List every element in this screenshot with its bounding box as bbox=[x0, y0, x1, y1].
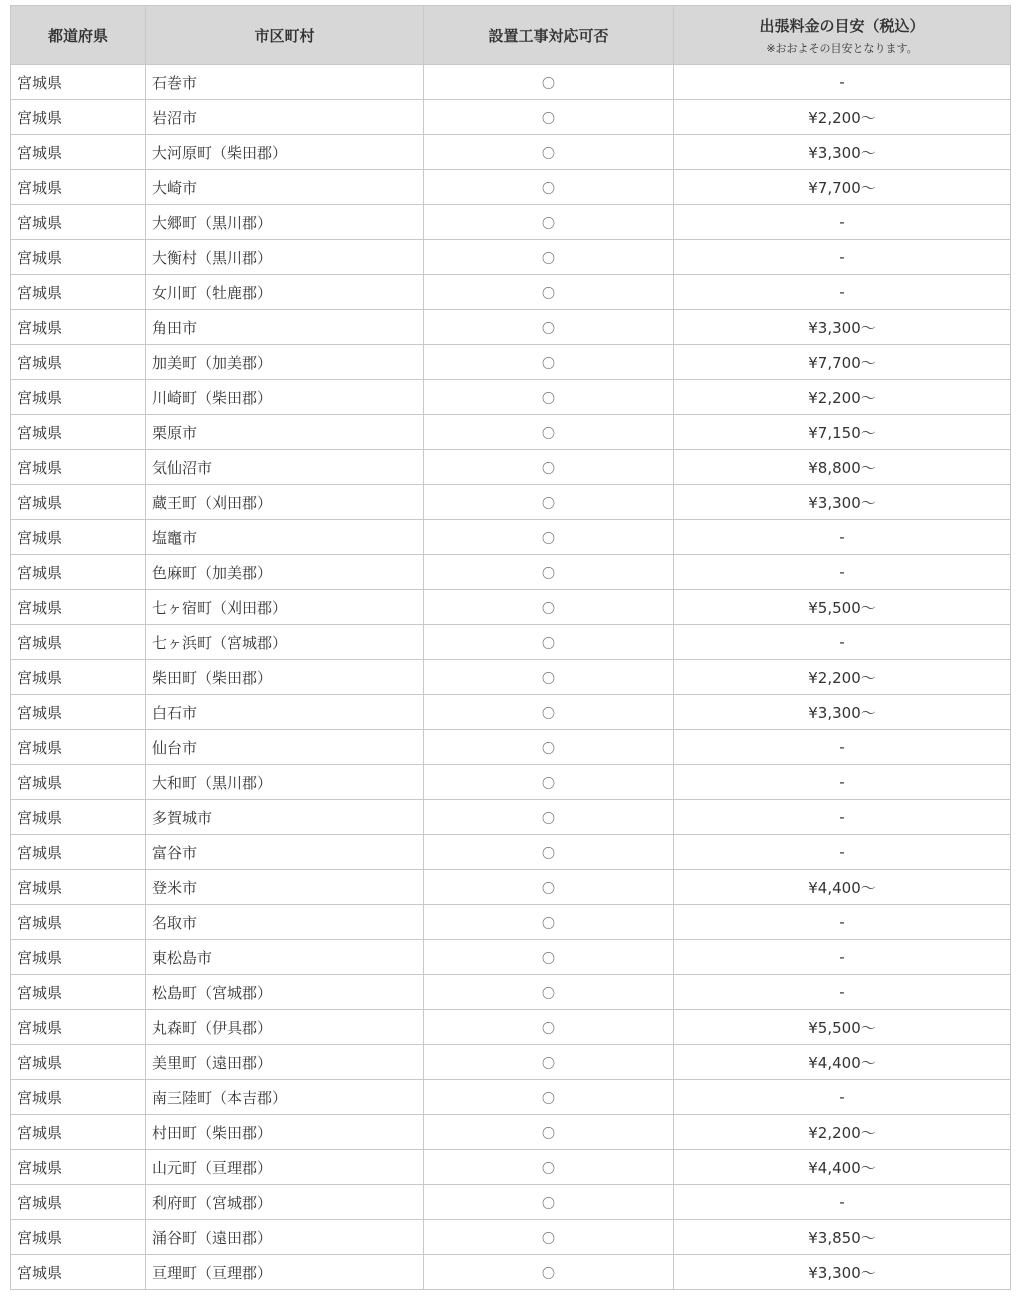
installation-cell bbox=[424, 345, 674, 380]
fee-cell: - bbox=[674, 975, 1011, 1010]
table-row bbox=[11, 1115, 1011, 1150]
installation-available-mark: 〇 bbox=[541, 111, 555, 127]
installation-cell bbox=[424, 835, 674, 870]
table-row bbox=[11, 1150, 1011, 1185]
installation-cell bbox=[424, 205, 674, 240]
table-row bbox=[11, 1220, 1011, 1255]
municipality-cell: 川崎町（柴田郡） bbox=[146, 380, 424, 415]
fee-cell: - bbox=[674, 205, 1011, 240]
installation-available-mark: 〇 bbox=[541, 1056, 555, 1072]
prefecture-cell: 宮城県 bbox=[11, 765, 146, 800]
table-row bbox=[11, 800, 1011, 835]
installation-available-mark: 〇 bbox=[541, 846, 555, 862]
installation-available-mark: 〇 bbox=[541, 391, 555, 407]
installation-available-mark: 〇 bbox=[541, 321, 555, 337]
prefecture-cell: 宮城県 bbox=[11, 380, 146, 415]
prefecture-cell: 宮城県 bbox=[11, 695, 146, 730]
prefecture-cell: 宮城県 bbox=[11, 275, 146, 310]
fee-cell: ¥5,500～ bbox=[674, 1010, 1011, 1045]
fee-cell: - bbox=[674, 520, 1011, 555]
header-municipality: 市区町村 bbox=[146, 6, 424, 65]
prefecture-cell: 宮城県 bbox=[11, 940, 146, 975]
prefecture-cell: 宮城県 bbox=[11, 975, 146, 1010]
installation-cell bbox=[424, 940, 674, 975]
table-row bbox=[11, 765, 1011, 800]
fee-cell: - bbox=[674, 730, 1011, 765]
municipality-cell: 色麻町（加美郡） bbox=[146, 555, 424, 590]
header-fee-label: 出張料金の目安（税込） bbox=[759, 16, 925, 35]
installation-cell bbox=[424, 1185, 674, 1220]
fee-cell: - bbox=[674, 800, 1011, 835]
table-row bbox=[11, 1010, 1011, 1045]
installation-cell bbox=[424, 800, 674, 835]
municipality-cell: 多賀城市 bbox=[146, 800, 424, 835]
installation-available-mark: 〇 bbox=[541, 1161, 555, 1177]
fee-cell: - bbox=[674, 835, 1011, 870]
fee-cell: ¥7,150～ bbox=[674, 415, 1011, 450]
installation-cell bbox=[424, 1010, 674, 1045]
installation-cell bbox=[424, 485, 674, 520]
installation-cell bbox=[424, 380, 674, 415]
prefecture-cell: 宮城県 bbox=[11, 450, 146, 485]
table-row bbox=[11, 695, 1011, 730]
municipality-cell: 南三陸町（本吉郡） bbox=[146, 1080, 424, 1115]
prefecture-cell: 宮城県 bbox=[11, 345, 146, 380]
fee-cell: ¥2,200～ bbox=[674, 100, 1011, 135]
prefecture-cell: 宮城県 bbox=[11, 660, 146, 695]
installation-available-mark: 〇 bbox=[541, 1091, 555, 1107]
installation-cell bbox=[424, 415, 674, 450]
fee-cell: - bbox=[674, 940, 1011, 975]
installation-cell bbox=[424, 695, 674, 730]
installation-available-mark: 〇 bbox=[541, 951, 555, 967]
installation-cell bbox=[424, 765, 674, 800]
installation-available-mark: 〇 bbox=[541, 566, 555, 582]
installation-cell bbox=[424, 275, 674, 310]
installation-cell bbox=[424, 870, 674, 905]
installation-available-mark: 〇 bbox=[541, 1196, 555, 1212]
fee-cell: ¥4,400～ bbox=[674, 1045, 1011, 1080]
installation-available-mark: 〇 bbox=[541, 811, 555, 827]
prefecture-cell: 宮城県 bbox=[11, 485, 146, 520]
installation-available-mark: 〇 bbox=[541, 881, 555, 897]
table-row bbox=[11, 275, 1011, 310]
installation-cell bbox=[424, 1045, 674, 1080]
prefecture-cell: 宮城県 bbox=[11, 1010, 146, 1045]
table-row bbox=[11, 625, 1011, 660]
header-fee bbox=[674, 6, 1011, 65]
table-row bbox=[11, 1255, 1011, 1290]
installation-cell bbox=[424, 975, 674, 1010]
prefecture-cell: 宮城県 bbox=[11, 1045, 146, 1080]
installation-available-mark: 〇 bbox=[541, 496, 555, 512]
installation-cell bbox=[424, 65, 674, 100]
installation-cell bbox=[424, 1220, 674, 1255]
fee-cell: - bbox=[674, 765, 1011, 800]
table-row bbox=[11, 450, 1011, 485]
fee-cell: ¥8,800～ bbox=[674, 450, 1011, 485]
table-row bbox=[11, 380, 1011, 415]
installation-cell bbox=[424, 450, 674, 485]
table-row bbox=[11, 485, 1011, 520]
prefecture-cell: 宮城県 bbox=[11, 135, 146, 170]
prefecture-cell: 宮城県 bbox=[11, 415, 146, 450]
table-body bbox=[11, 65, 1011, 1290]
installation-available-mark: 〇 bbox=[541, 916, 555, 932]
municipality-cell: 岩沼市 bbox=[146, 100, 424, 135]
fee-cell: ¥4,400～ bbox=[674, 1150, 1011, 1185]
fee-cell: ¥7,700～ bbox=[674, 345, 1011, 380]
installation-available-mark: 〇 bbox=[541, 251, 555, 267]
installation-cell bbox=[424, 555, 674, 590]
table-row bbox=[11, 1185, 1011, 1220]
header-prefecture: 都道府県 bbox=[11, 6, 146, 65]
table-row bbox=[11, 345, 1011, 380]
prefecture-cell: 宮城県 bbox=[11, 730, 146, 765]
table-row bbox=[11, 555, 1011, 590]
installation-cell bbox=[424, 1115, 674, 1150]
municipality-cell: 亘理町（亘理郡） bbox=[146, 1255, 424, 1290]
installation-cell bbox=[424, 310, 674, 345]
municipality-cell: 気仙沼市 bbox=[146, 450, 424, 485]
fee-cell: - bbox=[674, 240, 1011, 275]
installation-available-mark: 〇 bbox=[541, 636, 555, 652]
installation-available-mark: 〇 bbox=[541, 671, 555, 687]
municipality-cell: 仙台市 bbox=[146, 730, 424, 765]
table-row bbox=[11, 940, 1011, 975]
table-row bbox=[11, 660, 1011, 695]
table-row bbox=[11, 310, 1011, 345]
fee-cell: ¥5,500～ bbox=[674, 590, 1011, 625]
installation-available-mark: 〇 bbox=[541, 776, 555, 792]
installation-cell bbox=[424, 625, 674, 660]
table-row bbox=[11, 205, 1011, 240]
municipality-cell: 女川町（牡鹿郡） bbox=[146, 275, 424, 310]
prefecture-cell: 宮城県 bbox=[11, 1185, 146, 1220]
municipality-cell: 登米市 bbox=[146, 870, 424, 905]
prefecture-cell: 宮城県 bbox=[11, 240, 146, 275]
installation-available-mark: 〇 bbox=[541, 601, 555, 617]
municipality-cell: 大和町（黒川郡） bbox=[146, 765, 424, 800]
municipality-cell: 大衡村（黒川郡） bbox=[146, 240, 424, 275]
municipality-cell: 石巻市 bbox=[146, 65, 424, 100]
installation-available-mark: 〇 bbox=[541, 741, 555, 757]
municipality-cell: 美里町（遠田郡） bbox=[146, 1045, 424, 1080]
prefecture-cell: 宮城県 bbox=[11, 65, 146, 100]
prefecture-cell: 宮城県 bbox=[11, 170, 146, 205]
installation-available-mark: 〇 bbox=[541, 1126, 555, 1142]
prefecture-cell: 宮城県 bbox=[11, 905, 146, 940]
prefecture-cell: 宮城県 bbox=[11, 1150, 146, 1185]
fee-cell: - bbox=[674, 555, 1011, 590]
prefecture-cell: 宮城県 bbox=[11, 800, 146, 835]
prefecture-cell: 宮城県 bbox=[11, 1220, 146, 1255]
installation-cell bbox=[424, 905, 674, 940]
installation-cell bbox=[424, 590, 674, 625]
prefecture-cell: 宮城県 bbox=[11, 870, 146, 905]
prefecture-cell: 宮城県 bbox=[11, 1115, 146, 1150]
municipality-cell: 七ヶ宿町（刈田郡） bbox=[146, 590, 424, 625]
fee-cell: ¥7,700～ bbox=[674, 170, 1011, 205]
table-row bbox=[11, 520, 1011, 555]
fee-cell: - bbox=[674, 275, 1011, 310]
prefecture-cell: 宮城県 bbox=[11, 625, 146, 660]
prefecture-cell: 宮城県 bbox=[11, 590, 146, 625]
municipality-cell: 村田町（柴田郡） bbox=[146, 1115, 424, 1150]
fee-cell: ¥2,200～ bbox=[674, 660, 1011, 695]
fee-cell: ¥2,200～ bbox=[674, 380, 1011, 415]
prefecture-cell: 宮城県 bbox=[11, 555, 146, 590]
municipality-cell: 七ヶ浜町（宮城郡） bbox=[146, 625, 424, 660]
municipality-cell: 名取市 bbox=[146, 905, 424, 940]
municipality-cell: 大河原町（柴田郡） bbox=[146, 135, 424, 170]
installation-available-mark: 〇 bbox=[541, 531, 555, 547]
municipality-cell: 山元町（亘理郡） bbox=[146, 1150, 424, 1185]
installation-available-mark: 〇 bbox=[541, 461, 555, 477]
table-row bbox=[11, 240, 1011, 275]
fee-cell: ¥3,850～ bbox=[674, 1220, 1011, 1255]
fee-cell: - bbox=[674, 1185, 1011, 1220]
table-row bbox=[11, 905, 1011, 940]
municipality-cell: 富谷市 bbox=[146, 835, 424, 870]
municipality-cell: 塩竈市 bbox=[146, 520, 424, 555]
header-installation: 設置工事対応可否 bbox=[424, 6, 674, 65]
header-fee-note: ※おおよその目安となります。 bbox=[766, 41, 918, 55]
installation-available-mark: 〇 bbox=[541, 1021, 555, 1037]
fee-cell: ¥3,300～ bbox=[674, 695, 1011, 730]
municipality-cell: 角田市 bbox=[146, 310, 424, 345]
fee-cell: - bbox=[674, 625, 1011, 660]
table-row bbox=[11, 730, 1011, 765]
fee-cell: ¥2,200～ bbox=[674, 1115, 1011, 1150]
table-row bbox=[11, 415, 1011, 450]
table-row bbox=[11, 170, 1011, 205]
municipality-cell: 加美町（加美郡） bbox=[146, 345, 424, 380]
installation-cell bbox=[424, 135, 674, 170]
fee-cell: ¥3,300～ bbox=[674, 135, 1011, 170]
installation-cell bbox=[424, 1150, 674, 1185]
installation-available-mark: 〇 bbox=[541, 356, 555, 372]
installation-available-mark: 〇 bbox=[541, 76, 555, 92]
prefecture-cell: 宮城県 bbox=[11, 1255, 146, 1290]
installation-available-mark: 〇 bbox=[541, 286, 555, 302]
fee-cell: - bbox=[674, 905, 1011, 940]
installation-cell bbox=[424, 660, 674, 695]
municipality-cell: 東松島市 bbox=[146, 940, 424, 975]
municipality-cell: 蔵王町（刈田郡） bbox=[146, 485, 424, 520]
fee-cell: ¥3,300～ bbox=[674, 1255, 1011, 1290]
service-area-table bbox=[10, 5, 1011, 1290]
municipality-cell: 白石市 bbox=[146, 695, 424, 730]
prefecture-cell: 宮城県 bbox=[11, 100, 146, 135]
installation-cell bbox=[424, 1255, 674, 1290]
municipality-cell: 大崎市 bbox=[146, 170, 424, 205]
installation-cell bbox=[424, 240, 674, 275]
table-row bbox=[11, 870, 1011, 905]
prefecture-cell: 宮城県 bbox=[11, 520, 146, 555]
installation-cell bbox=[424, 1080, 674, 1115]
header-row bbox=[11, 6, 1011, 65]
fee-cell: ¥4,400～ bbox=[674, 870, 1011, 905]
municipality-cell: 利府町（宮城郡） bbox=[146, 1185, 424, 1220]
prefecture-cell: 宮城県 bbox=[11, 310, 146, 345]
table-row bbox=[11, 135, 1011, 170]
table-row bbox=[11, 590, 1011, 625]
installation-cell bbox=[424, 100, 674, 135]
municipality-cell: 柴田町（柴田郡） bbox=[146, 660, 424, 695]
installation-available-mark: 〇 bbox=[541, 1231, 555, 1247]
fee-cell: - bbox=[674, 65, 1011, 100]
installation-available-mark: 〇 bbox=[541, 216, 555, 232]
prefecture-cell: 宮城県 bbox=[11, 835, 146, 870]
prefecture-cell: 宮城県 bbox=[11, 205, 146, 240]
prefecture-cell: 宮城県 bbox=[11, 1080, 146, 1115]
installation-available-mark: 〇 bbox=[541, 1266, 555, 1282]
municipality-cell: 栗原市 bbox=[146, 415, 424, 450]
table-row bbox=[11, 975, 1011, 1010]
installation-cell bbox=[424, 520, 674, 555]
table-row bbox=[11, 1080, 1011, 1115]
installation-available-mark: 〇 bbox=[541, 986, 555, 1002]
municipality-cell: 松島町（宮城郡） bbox=[146, 975, 424, 1010]
table-header bbox=[11, 6, 1011, 65]
installation-available-mark: 〇 bbox=[541, 426, 555, 442]
table-row bbox=[11, 65, 1011, 100]
installation-cell bbox=[424, 730, 674, 765]
installation-cell bbox=[424, 170, 674, 205]
fee-cell: ¥3,300～ bbox=[674, 310, 1011, 345]
municipality-cell: 大郷町（黒川郡） bbox=[146, 205, 424, 240]
municipality-cell: 涌谷町（遠田郡） bbox=[146, 1220, 424, 1255]
fee-cell: ¥3,300～ bbox=[674, 485, 1011, 520]
table-row bbox=[11, 835, 1011, 870]
installation-available-mark: 〇 bbox=[541, 146, 555, 162]
table-row bbox=[11, 100, 1011, 135]
municipality-cell: 丸森町（伊具郡） bbox=[146, 1010, 424, 1045]
table-row bbox=[11, 1045, 1011, 1080]
installation-available-mark: 〇 bbox=[541, 181, 555, 197]
installation-available-mark: 〇 bbox=[541, 706, 555, 722]
fee-cell: - bbox=[674, 1080, 1011, 1115]
